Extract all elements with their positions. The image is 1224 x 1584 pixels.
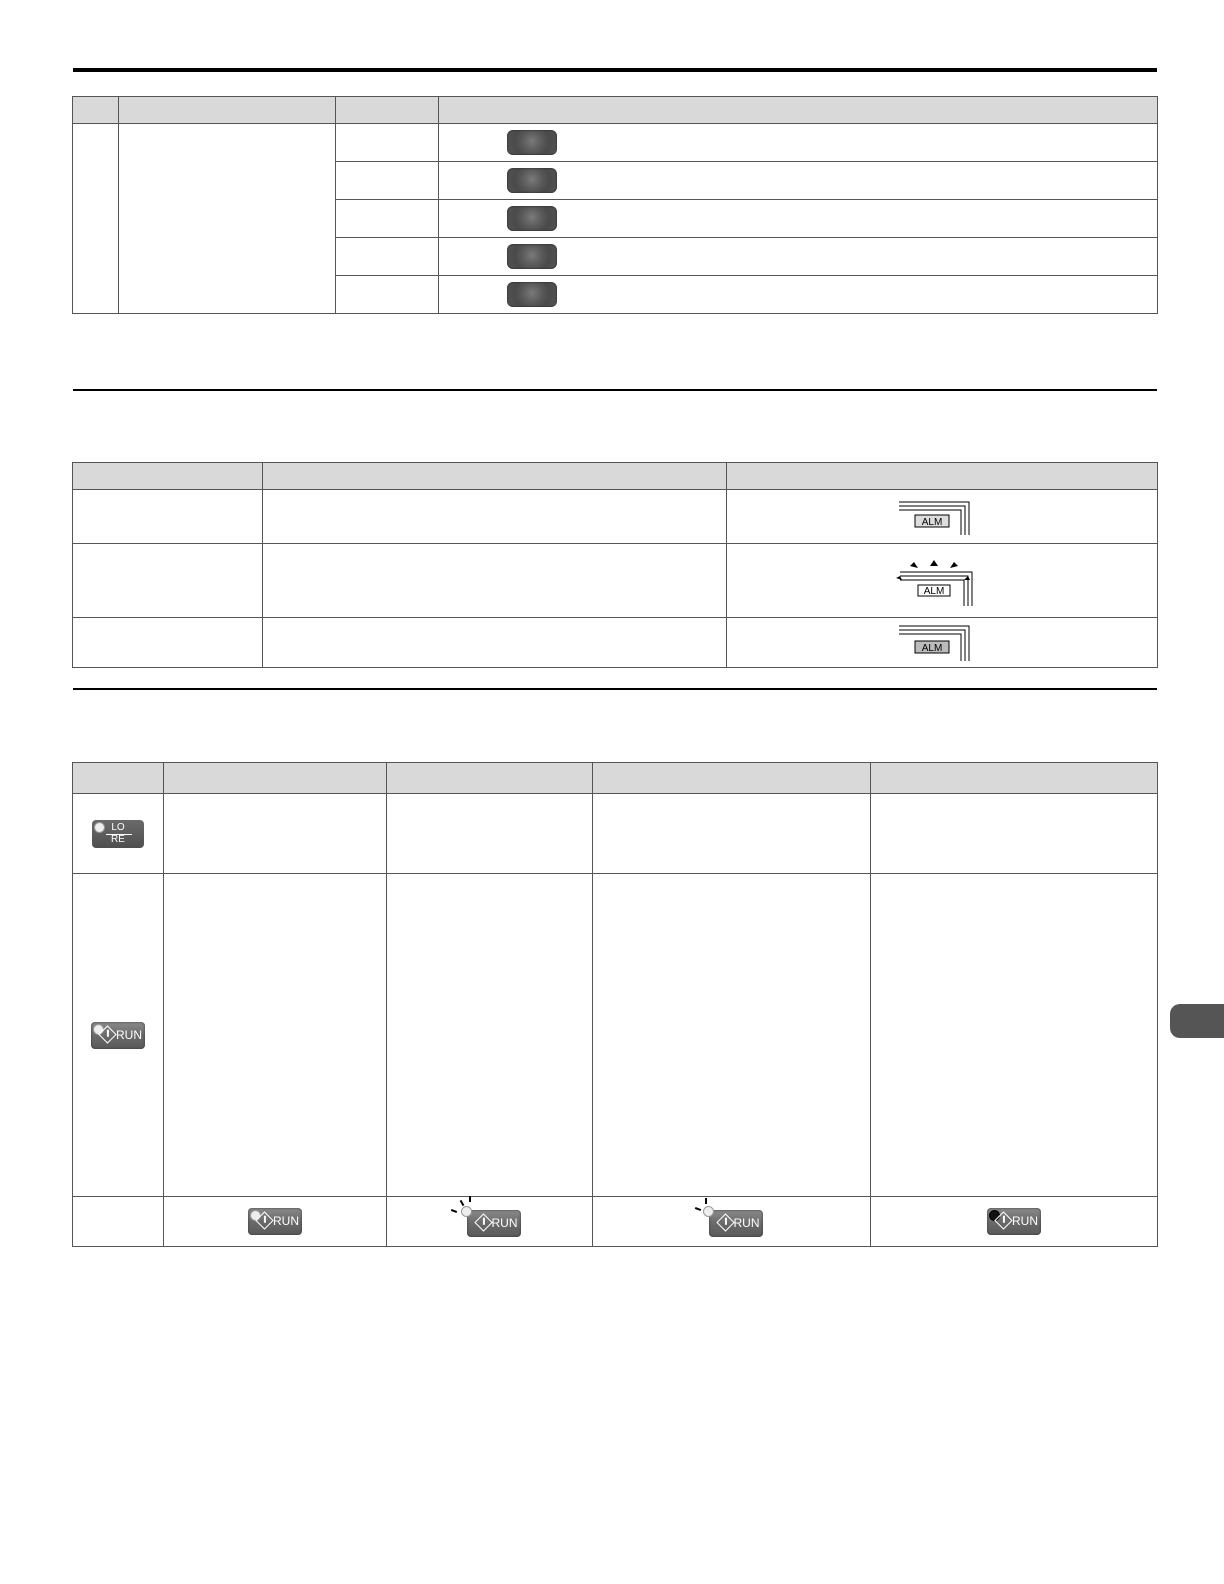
run-label: RUN bbox=[1012, 1214, 1038, 1228]
table-cell bbox=[164, 794, 387, 874]
table-row bbox=[73, 124, 1158, 162]
table-cell bbox=[263, 618, 727, 668]
top-rule bbox=[73, 68, 1157, 72]
table-cell bbox=[439, 124, 1158, 162]
key-button-icon bbox=[507, 282, 557, 307]
table-cell bbox=[871, 874, 1158, 1197]
table-cell bbox=[336, 162, 439, 200]
table-cell bbox=[727, 490, 1158, 544]
table-cell bbox=[439, 276, 1158, 314]
key-table-header bbox=[73, 97, 1158, 124]
alm-label: ALM bbox=[921, 642, 943, 654]
alm-table-header bbox=[73, 463, 1158, 490]
table-cell bbox=[593, 794, 871, 874]
alm-label: ALM bbox=[923, 585, 945, 597]
alm-lit-icon bbox=[897, 497, 987, 537]
table-cell bbox=[73, 544, 263, 618]
alm-off-icon bbox=[897, 623, 987, 663]
key-button-icon bbox=[507, 130, 557, 155]
run-key-led-on-icon bbox=[248, 1208, 302, 1235]
table-row bbox=[73, 874, 1158, 1197]
table-cell bbox=[439, 162, 1158, 200]
table-cell bbox=[73, 1197, 164, 1247]
header-cell bbox=[164, 763, 387, 794]
table-cell bbox=[73, 794, 164, 874]
run-label: RUN bbox=[116, 1027, 142, 1042]
header-cell bbox=[73, 463, 263, 490]
run-key-icon bbox=[91, 1022, 145, 1049]
table-cell bbox=[73, 124, 119, 314]
table-cell bbox=[119, 124, 336, 314]
table-cell bbox=[593, 874, 871, 1197]
header-cell bbox=[593, 763, 871, 794]
table-cell bbox=[336, 276, 439, 314]
header-cell bbox=[439, 97, 1158, 124]
lo-re-key-icon bbox=[92, 820, 144, 848]
run-label: RUN bbox=[491, 1216, 518, 1230]
table-row bbox=[73, 794, 1158, 874]
table-cell bbox=[164, 1197, 387, 1247]
table-cell bbox=[871, 794, 1158, 874]
header-cell bbox=[263, 463, 727, 490]
table-cell bbox=[73, 490, 263, 544]
table-cell bbox=[164, 874, 387, 1197]
run-key-flashing-icon bbox=[701, 1206, 763, 1237]
table-cell bbox=[387, 874, 593, 1197]
run-key-flashing-icon bbox=[459, 1206, 521, 1237]
table-cell bbox=[336, 238, 439, 276]
table-cell bbox=[73, 874, 164, 1197]
table-cell bbox=[727, 544, 1158, 618]
section-rule bbox=[73, 389, 1157, 391]
table-cell bbox=[727, 618, 1158, 668]
run-key-led-off-icon bbox=[987, 1208, 1041, 1235]
alm-label: ALM bbox=[921, 516, 943, 528]
key-table bbox=[72, 96, 1158, 314]
re-label: RE bbox=[111, 833, 125, 845]
led-table-header bbox=[73, 763, 1158, 794]
alm-flashing-icon bbox=[894, 554, 990, 608]
table-cell bbox=[73, 618, 263, 668]
table-row bbox=[73, 544, 1158, 618]
header-cell bbox=[73, 763, 164, 794]
led-table bbox=[72, 762, 1158, 1247]
table-row bbox=[73, 490, 1158, 544]
run-label: RUN bbox=[733, 1216, 760, 1230]
table-cell bbox=[439, 200, 1158, 238]
table-cell bbox=[336, 124, 439, 162]
header-cell bbox=[336, 97, 439, 124]
header-cell bbox=[119, 97, 336, 124]
table-cell bbox=[387, 794, 593, 874]
key-button-icon bbox=[507, 168, 557, 193]
key-button-icon bbox=[507, 244, 557, 269]
section-rule bbox=[73, 688, 1157, 690]
header-cell bbox=[387, 763, 593, 794]
table-cell bbox=[593, 1197, 871, 1247]
table-row bbox=[73, 618, 1158, 668]
run-label: RUN bbox=[273, 1214, 299, 1228]
header-cell bbox=[73, 97, 119, 124]
table-cell bbox=[387, 1197, 593, 1247]
table-cell bbox=[336, 200, 439, 238]
table-cell bbox=[263, 544, 727, 618]
lo-label: LO bbox=[111, 821, 125, 833]
chapter-tab bbox=[1170, 1004, 1224, 1038]
alm-table bbox=[72, 462, 1158, 668]
table-cell bbox=[263, 490, 727, 544]
table-row bbox=[73, 1197, 1158, 1247]
header-cell bbox=[727, 463, 1158, 490]
key-button-icon bbox=[507, 206, 557, 231]
header-cell bbox=[871, 763, 1158, 794]
table-cell bbox=[439, 238, 1158, 276]
table-cell bbox=[871, 1197, 1158, 1247]
